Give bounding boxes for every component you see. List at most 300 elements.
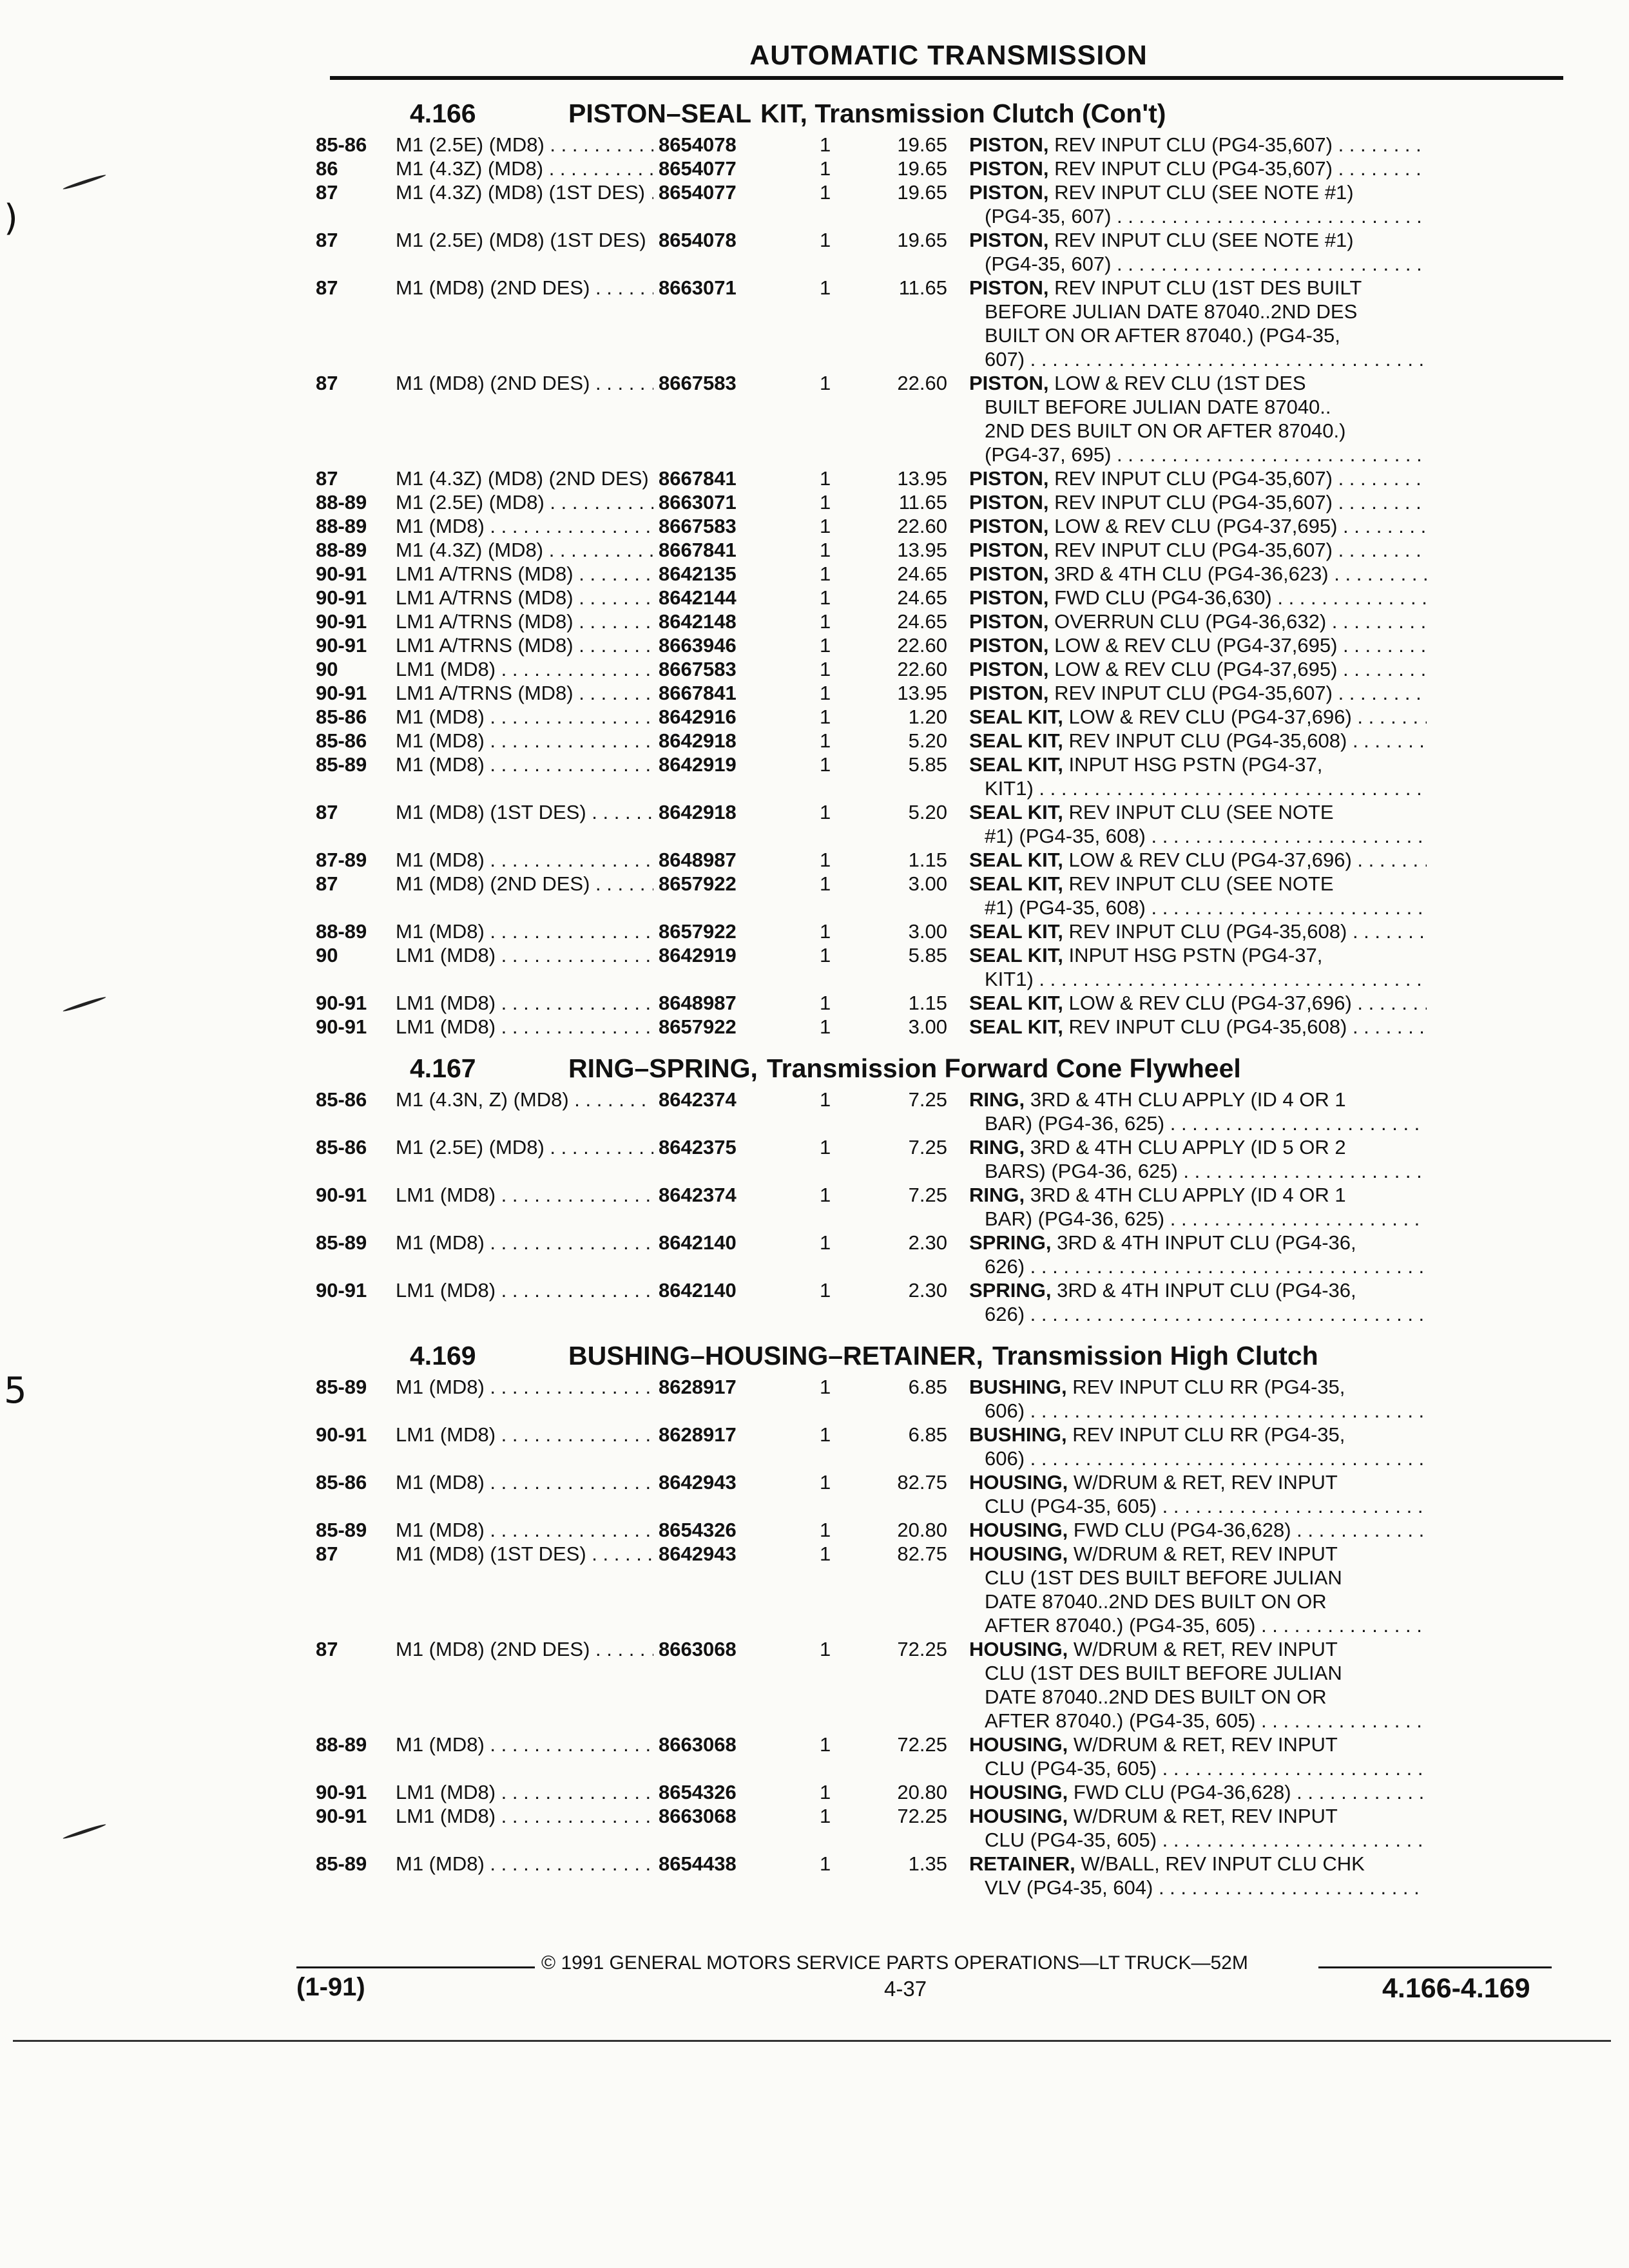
description-text: BAR) (PG4-36, 625) <box>985 1207 1165 1230</box>
description-text: REV INPUT CLU (SEE NOTE #1) <box>1054 181 1354 204</box>
part-description <box>969 228 1427 276</box>
quantity: 1 <box>820 515 831 537</box>
description-line <box>969 1423 1427 1446</box>
table-row <box>316 1637 1572 1733</box>
part-name: PISTON, <box>969 682 1049 704</box>
section-heading <box>316 1039 1572 1088</box>
part-name: PISTON, <box>969 586 1049 609</box>
table-row <box>316 943 1572 991</box>
description-line <box>969 347 1427 371</box>
part-number: 8642374 <box>659 1088 737 1111</box>
model-year: 90 <box>316 658 338 680</box>
section-heading <box>316 1326 1572 1375</box>
price: 7.25 <box>908 1136 947 1158</box>
quantity: 1 <box>820 491 831 514</box>
price: 6.85 <box>908 1423 947 1446</box>
model-code: LM1 A/TRNS (MD8) . . . <box>396 633 653 657</box>
part-number: 8654326 <box>659 1519 737 1541</box>
model-year: 90-91 <box>316 1423 367 1446</box>
part-name: HOUSING, <box>969 1781 1068 1803</box>
part-name: SPRING, <box>969 1231 1052 1254</box>
part-number: 8642919 <box>659 944 737 966</box>
model-year: 90-91 <box>316 1781 367 1803</box>
model-year: 90-91 <box>316 682 367 704</box>
model-code: M1 (4.3Z) (MD8) (2ND DES) . . . <box>396 466 653 490</box>
quantity: 1 <box>820 1471 831 1494</box>
description-text: LOW & REV CLU (PG4-37,696) <box>1068 849 1352 871</box>
table-row <box>316 1804 1572 1852</box>
section-subtitle: KIT, Transmission Clutch (Con't) <box>760 99 1166 128</box>
description-text: W/DRUM & RET, REV INPUT <box>1073 1638 1338 1660</box>
part-number: 8642375 <box>659 1136 737 1158</box>
description-line <box>969 252 1427 276</box>
quantity: 1 <box>820 992 831 1014</box>
model-year: 87 <box>316 1542 338 1565</box>
part-name: HOUSING, <box>969 1471 1068 1494</box>
part-number: 8642943 <box>659 1471 737 1494</box>
description-line <box>969 1159 1427 1183</box>
table-row <box>316 157 1572 180</box>
part-name: SEAL KIT, <box>969 992 1063 1014</box>
binder-mark <box>63 995 106 1012</box>
table-row <box>316 1375 1572 1423</box>
part-description <box>969 466 1427 490</box>
quantity: 1 <box>820 1781 831 1803</box>
model-code: LM1 (MD8) . . . <box>396 1183 653 1207</box>
quantity: 1 <box>820 1231 831 1254</box>
part-number: 8642916 <box>659 706 737 728</box>
model-year: 90-91 <box>316 992 367 1014</box>
description-text: REV INPUT CLU (PG4-35,607) <box>1054 491 1333 514</box>
model-code: M1 (MD8) . . . <box>396 919 653 943</box>
part-description <box>969 1637 1427 1733</box>
price: 11.65 <box>898 491 947 514</box>
part-name: HOUSING, <box>969 1519 1068 1541</box>
table-row <box>316 991 1572 1015</box>
price: 82.75 <box>897 1471 947 1494</box>
model-code: LM1 (MD8) . . . <box>396 657 653 681</box>
model-code: M1 (MD8) . . . <box>396 1733 653 1756</box>
table-row <box>316 919 1572 943</box>
description-line <box>969 1446 1427 1470</box>
table-row <box>316 1183 1572 1231</box>
part-description <box>969 538 1427 562</box>
quantity: 1 <box>820 944 831 966</box>
model-code: M1 (MD8) . . . <box>396 1470 653 1494</box>
description-text: 626) <box>985 1255 1025 1278</box>
part-description <box>969 705 1427 729</box>
description-line <box>969 323 1427 347</box>
price: 20.80 <box>897 1519 947 1541</box>
model-code: M1 (4.3Z) (MD8) . . . <box>396 157 653 180</box>
model-code: M1 (MD8) (1ST DES) . . . <box>396 800 653 824</box>
description-line <box>969 729 1427 753</box>
part-name: PISTON, <box>969 372 1049 394</box>
model-code: LM1 A/TRNS (MD8) . . . <box>396 586 653 610</box>
table-row <box>316 133 1572 157</box>
quantity: 1 <box>820 658 831 680</box>
table-row <box>316 276 1572 371</box>
description-line <box>969 1542 1427 1566</box>
description-text: 607) <box>985 348 1025 370</box>
part-name: SEAL KIT, <box>969 729 1063 752</box>
part-description <box>969 753 1427 800</box>
quantity: 1 <box>820 1542 831 1565</box>
description-line <box>969 1709 1427 1733</box>
part-description <box>969 729 1427 753</box>
description-text: BARS) (PG4-36, 625) <box>985 1160 1178 1182</box>
price: 19.65 <box>897 181 947 204</box>
part-number: 8667583 <box>659 372 737 394</box>
model-year: 90-91 <box>316 1015 367 1038</box>
description-text: LOW & REV CLU (PG4-37,695) <box>1054 658 1338 680</box>
description-line <box>969 1685 1427 1709</box>
part-number: 8628917 <box>659 1423 737 1446</box>
table-row <box>316 1231 1572 1278</box>
quantity: 1 <box>820 539 831 561</box>
table-row <box>316 729 1572 753</box>
part-description <box>969 919 1427 943</box>
description-line <box>969 1590 1427 1613</box>
description-line <box>969 395 1427 419</box>
price: 13.95 <box>897 539 947 561</box>
description-text: BEFORE JULIAN DATE 87040..2ND DES <box>985 300 1358 323</box>
part-number: 8663071 <box>659 276 737 299</box>
part-number: 8642943 <box>659 1542 737 1565</box>
part-description <box>969 1804 1427 1852</box>
price: 1.15 <box>908 992 947 1014</box>
part-description <box>969 1733 1427 1780</box>
description-text: BUILT BEFORE JULIAN DATE 87040.. <box>985 396 1331 418</box>
description-text: BUILT ON OR AFTER 87040.) (PG4-35, <box>985 324 1340 347</box>
margin-glyph: 5 <box>4 1370 27 1412</box>
part-number: 8642140 <box>659 1231 737 1254</box>
description-line <box>969 800 1427 824</box>
part-description <box>969 1015 1427 1039</box>
part-name: PISTON, <box>969 539 1049 561</box>
margin-glyph: ) <box>4 197 18 239</box>
description-text: REV INPUT CLU (SEE NOTE <box>1068 801 1334 823</box>
part-description <box>969 633 1427 657</box>
description-text: DATE 87040..2ND DES BUILT ON OR <box>985 1686 1327 1708</box>
quantity: 1 <box>820 682 831 704</box>
description-line <box>969 1733 1427 1756</box>
description-line <box>969 1135 1427 1159</box>
model-code: M1 (MD8) (2ND DES) . . . <box>396 371 653 395</box>
section-subtitle: Transmission Forward Cone Flywheel <box>766 1053 1241 1083</box>
part-name: PISTON, <box>969 610 1049 633</box>
part-number: 8663068 <box>659 1733 737 1756</box>
price: 82.75 <box>897 1542 947 1565</box>
description-text: (PG4-35, 607) <box>985 253 1112 275</box>
model-year: 90 <box>316 944 338 966</box>
description-text: REV INPUT CLU (PG4-35,607) <box>1054 133 1333 156</box>
table-row <box>316 1852 1572 1899</box>
table-row <box>316 1135 1572 1183</box>
model-year: 85-86 <box>316 1136 367 1158</box>
price: 22.60 <box>897 658 947 680</box>
description-text: INPUT HSG PSTN (PG4-37, <box>1068 753 1323 776</box>
description-line <box>969 1637 1427 1661</box>
price: 24.65 <box>897 610 947 633</box>
description-line <box>969 1494 1427 1518</box>
price: 13.95 <box>897 682 947 704</box>
model-year: 85-89 <box>316 753 367 776</box>
model-code: M1 (2.5E) (MD8) . . . <box>396 490 653 514</box>
part-description <box>969 800 1427 848</box>
bottom-rule <box>13 2040 1611 2042</box>
description-line <box>969 657 1427 681</box>
description-text: INPUT HSG PSTN (PG4-37, <box>1068 944 1323 966</box>
part-number: 8657922 <box>659 872 737 895</box>
model-code: M1 (2.5E) (MD8) . . . <box>396 1135 653 1159</box>
part-number: 8642140 <box>659 1279 737 1302</box>
model-year: 88-89 <box>316 515 367 537</box>
description-text: W/DRUM & RET, REV INPUT <box>1073 1805 1338 1827</box>
description-line <box>969 443 1427 466</box>
model-code: LM1 (MD8) . . . <box>396 1423 653 1446</box>
quantity: 1 <box>820 920 831 943</box>
part-description <box>969 1231 1427 1278</box>
model-year: 85-86 <box>316 1471 367 1494</box>
quantity: 1 <box>820 753 831 776</box>
description-text: AFTER 87040.) (PG4-35, 605) <box>985 1709 1256 1732</box>
quantity: 1 <box>820 610 831 633</box>
model-code: M1 (MD8) . . . <box>396 753 653 776</box>
part-description <box>969 180 1427 228</box>
description-text: 606) <box>985 1399 1025 1422</box>
part-description <box>969 872 1427 919</box>
part-description <box>969 1780 1427 1804</box>
description-text: DATE 87040..2ND DES BUILT ON OR <box>985 1590 1327 1613</box>
table-row <box>316 1470 1572 1518</box>
part-number: 8654078 <box>659 133 737 156</box>
description-line <box>969 1756 1427 1780</box>
description-line <box>969 419 1427 443</box>
part-name: PISTON, <box>969 658 1049 680</box>
quantity: 1 <box>820 586 831 609</box>
model-year: 90-91 <box>316 1805 367 1827</box>
model-code: LM1 (MD8) . . . <box>396 991 653 1015</box>
quantity: 1 <box>820 801 831 823</box>
price: 7.25 <box>908 1184 947 1206</box>
model-code: LM1 (MD8) . . . <box>396 1780 653 1804</box>
description-line <box>969 681 1427 705</box>
quantity: 1 <box>820 729 831 752</box>
model-year: 87 <box>316 1638 338 1660</box>
quantity: 1 <box>820 849 831 871</box>
part-description <box>969 562 1427 586</box>
quantity: 1 <box>820 1519 831 1541</box>
section-subtitle: Transmission High Clutch <box>992 1341 1318 1370</box>
part-number: 8628917 <box>659 1376 737 1398</box>
description-text: REV INPUT CLU (SEE NOTE <box>1068 872 1334 895</box>
description-text: LOW & REV CLU (PG4-37,695) <box>1054 634 1338 657</box>
part-name: PISTON, <box>969 491 1049 514</box>
description-line <box>969 1207 1427 1231</box>
table-row <box>316 705 1572 729</box>
quantity: 1 <box>820 1184 831 1206</box>
description-text: W/DRUM & RET, REV INPUT <box>1073 1542 1338 1565</box>
part-number: 8663946 <box>659 634 737 657</box>
description-line <box>969 943 1427 967</box>
quantity: 1 <box>820 181 831 204</box>
model-code: LM1 (MD8) . . . <box>396 1278 653 1302</box>
quantity: 1 <box>820 133 831 156</box>
model-year: 85-86 <box>316 729 367 752</box>
price: 1.15 <box>908 849 947 871</box>
description-text: OVERRUN CLU (PG4-36,632) <box>1054 610 1327 633</box>
table-row <box>316 466 1572 490</box>
part-number: 8667583 <box>659 658 737 680</box>
part-name: RING, <box>969 1184 1025 1206</box>
model-year: 88-89 <box>316 539 367 561</box>
description-text: (PG4-35, 607) <box>985 205 1112 227</box>
model-year: 88-89 <box>316 1733 367 1756</box>
part-number: 8663068 <box>659 1805 737 1827</box>
model-year: 85-89 <box>316 1376 367 1398</box>
description-line <box>969 514 1427 538</box>
model-code: LM1 (MD8) . . . <box>396 1015 653 1039</box>
price: 19.65 <box>897 157 947 180</box>
table-row <box>316 1518 1572 1542</box>
description-line <box>969 204 1427 228</box>
description-line <box>969 824 1427 848</box>
quantity: 1 <box>820 634 831 657</box>
description-text: REV INPUT CLU (PG4-35,607) <box>1054 539 1333 561</box>
model-code: LM1 (MD8) . . . <box>396 1804 653 1828</box>
description-text: LOW & REV CLU (1ST DES <box>1054 372 1306 394</box>
part-description <box>969 610 1427 633</box>
description-line <box>969 586 1427 610</box>
description-line <box>969 1613 1427 1637</box>
model-code: M1 (MD8) . . . <box>396 1518 653 1542</box>
description-line <box>969 1375 1427 1399</box>
description-line <box>969 157 1427 180</box>
description-line <box>969 1088 1427 1111</box>
part-number: 8663071 <box>659 491 737 514</box>
description-line <box>969 133 1427 157</box>
price: 1.20 <box>908 706 947 728</box>
part-description <box>969 514 1427 538</box>
table-row <box>316 538 1572 562</box>
model-code: M1 (MD8) . . . <box>396 729 653 753</box>
part-description <box>969 681 1427 705</box>
description-line <box>969 776 1427 800</box>
model-code: M1 (2.5E) (MD8) . . . <box>396 133 653 157</box>
part-description <box>969 1088 1427 1135</box>
part-name: PISTON, <box>969 133 1049 156</box>
price: 2.30 <box>908 1279 947 1302</box>
price: 24.65 <box>897 586 947 609</box>
description-text: W/DRUM & RET, REV INPUT <box>1073 1733 1338 1756</box>
model-year: 85-89 <box>316 1852 367 1875</box>
part-number: 8667841 <box>659 467 737 490</box>
quantity: 1 <box>820 467 831 490</box>
binder-mark <box>63 173 106 190</box>
part-name: SEAL KIT, <box>969 706 1063 728</box>
description-text: 3RD & 4TH INPUT CLU (PG4-36, <box>1057 1279 1356 1302</box>
footer-rule-right <box>1318 1966 1552 1968</box>
table-row <box>316 657 1572 681</box>
description-line <box>969 490 1427 514</box>
part-number: 8663068 <box>659 1638 737 1660</box>
price: 5.85 <box>908 944 947 966</box>
description-line <box>969 753 1427 776</box>
part-description <box>969 657 1427 681</box>
quantity: 1 <box>820 1852 831 1875</box>
quantity: 1 <box>820 706 831 728</box>
model-code: M1 (MD8) . . . <box>396 514 653 538</box>
model-year: 90-91 <box>316 562 367 585</box>
footer-copyright: © 1991 GENERAL MOTORS SERVICE PARTS OPERATIONS—LT TRUCK—52M <box>541 1952 1248 1974</box>
part-description <box>969 1423 1427 1470</box>
part-number: 8648987 <box>659 849 737 871</box>
description-line <box>969 991 1427 1015</box>
price: 7.25 <box>908 1088 947 1111</box>
description-line <box>969 1828 1427 1852</box>
part-description <box>969 490 1427 514</box>
model-code: M1 (MD8) . . . <box>396 1852 653 1876</box>
model-code: M1 (MD8) (1ST DES) . . . <box>396 1542 653 1566</box>
price: 72.25 <box>897 1733 947 1756</box>
table-row <box>316 872 1572 919</box>
part-name: SPRING, <box>969 1279 1052 1302</box>
model-code: LM1 (MD8) . . . <box>396 943 653 967</box>
model-code: LM1 A/TRNS (MD8) . . . <box>396 681 653 705</box>
table-row <box>316 586 1572 610</box>
model-year: 88-89 <box>316 920 367 943</box>
description-line <box>969 1111 1427 1135</box>
table-row <box>316 1088 1572 1135</box>
part-description <box>969 991 1427 1015</box>
part-description <box>969 276 1427 371</box>
model-year: 87 <box>316 801 338 823</box>
quantity: 1 <box>820 562 831 585</box>
description-text: BAR) (PG4-36, 625) <box>985 1112 1165 1135</box>
footer-date-code: (1-91) <box>296 1973 365 2001</box>
description-text: REV INPUT CLU (SEE NOTE #1) <box>1054 229 1354 251</box>
quantity: 1 <box>820 1733 831 1756</box>
description-text: VLV (PG4-35, 604) <box>985 1876 1153 1899</box>
part-description <box>969 157 1427 180</box>
price: 22.60 <box>897 515 947 537</box>
table-row <box>316 848 1572 872</box>
description-line <box>969 1183 1427 1207</box>
model-code: LM1 A/TRNS (MD8) . . . <box>396 610 653 633</box>
part-description <box>969 586 1427 610</box>
part-number: 8667841 <box>659 539 737 561</box>
description-text: REV INPUT CLU (PG4-35,608) <box>1068 729 1347 752</box>
description-line <box>969 1278 1427 1302</box>
description-text: CLU (1ST DES BUILT BEFORE JULIAN <box>985 1566 1342 1589</box>
binder-mark <box>63 1823 106 1840</box>
quantity: 1 <box>820 1088 831 1111</box>
description-line <box>969 466 1427 490</box>
part-number: 8642918 <box>659 729 737 752</box>
section-number: 4.166 <box>410 99 476 128</box>
footer-section-range: 4.166-4.169 <box>1382 1973 1530 2004</box>
description-line <box>969 1015 1427 1039</box>
description-text: CLU (1ST DES BUILT BEFORE JULIAN <box>985 1662 1342 1684</box>
table-row <box>316 1278 1572 1326</box>
description-line <box>969 872 1427 896</box>
quantity: 1 <box>820 276 831 299</box>
part-description <box>969 1183 1427 1231</box>
section-title: RING–SPRING, <box>568 1053 758 1083</box>
part-number: 8654077 <box>659 181 737 204</box>
price: 1.35 <box>908 1852 947 1875</box>
